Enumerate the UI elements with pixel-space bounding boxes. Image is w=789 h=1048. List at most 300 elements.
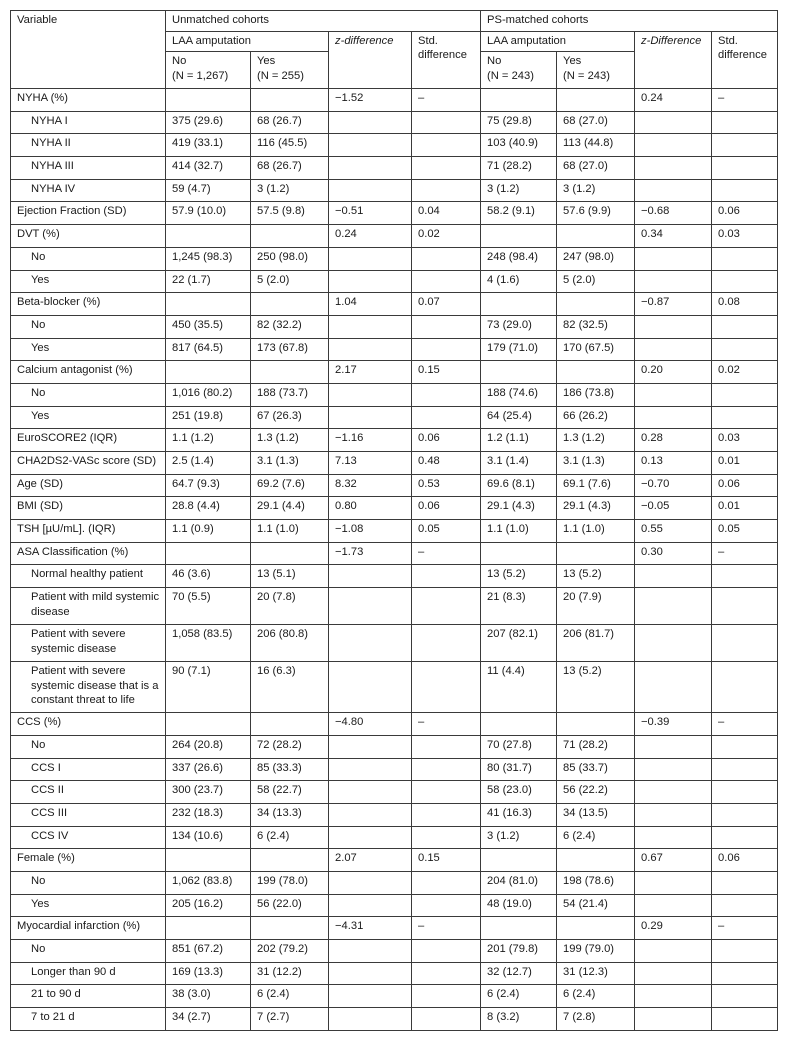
cell-z-difference-unmatched: 0.80: [329, 497, 412, 520]
cell-yes-matched: [557, 225, 635, 248]
row-label: No: [11, 871, 166, 894]
cell-std-difference-matched: [712, 962, 778, 985]
cell-no-unmatched: 1,058 (83.5): [166, 625, 251, 662]
cell-z-difference-unmatched: [329, 315, 412, 338]
cell-no-matched: 3 (1.2): [481, 826, 557, 849]
header-laa-amputation-unmatched: LAA amputation: [166, 31, 329, 52]
cell-z-difference-matched: [635, 871, 712, 894]
cell-z-difference-unmatched: [329, 565, 412, 588]
cell-yes-unmatched: [251, 849, 329, 872]
table-header: [11, 11, 778, 89]
cell-std-difference-matched: [712, 803, 778, 826]
cell-yes-matched: 6 (2.4): [557, 985, 635, 1008]
cell-no-matched: [481, 225, 557, 248]
table-row: [11, 383, 778, 406]
cell-z-difference-unmatched: [329, 588, 412, 625]
cell-z-difference-matched: [635, 383, 712, 406]
cell-no-unmatched: [166, 89, 251, 112]
cell-no-unmatched: [166, 542, 251, 565]
cell-std-difference-matched: 0.03: [712, 225, 778, 248]
cell-z-difference-unmatched: [329, 735, 412, 758]
row-label: CCS (%): [11, 713, 166, 736]
cell-no-matched: 103 (40.9): [481, 134, 557, 157]
header-yes-matched: Yes (N = 243): [557, 52, 635, 89]
cell-no-matched: [481, 917, 557, 940]
cell-yes-unmatched: 13 (5.1): [251, 565, 329, 588]
cell-z-difference-unmatched: −1.52: [329, 89, 412, 112]
cell-no-unmatched: 414 (32.7): [166, 157, 251, 180]
cell-z-difference-unmatched: [329, 247, 412, 270]
cell-z-difference-matched: [635, 406, 712, 429]
cell-no-matched: [481, 713, 557, 736]
cell-yes-matched: 54 (21.4): [557, 894, 635, 917]
cell-no-matched: 80 (31.7): [481, 758, 557, 781]
cell-no-unmatched: [166, 917, 251, 940]
cell-no-unmatched: 57.9 (10.0): [166, 202, 251, 225]
cell-yes-unmatched: [251, 293, 329, 316]
cell-yes-unmatched: 68 (26.7): [251, 157, 329, 180]
cell-yes-unmatched: 29.1 (4.4): [251, 497, 329, 520]
cell-yes-unmatched: 202 (79.2): [251, 940, 329, 963]
row-label: NYHA (%): [11, 89, 166, 112]
table-row: [11, 735, 778, 758]
row-label: No: [11, 383, 166, 406]
cell-no-unmatched: [166, 849, 251, 872]
table-row: [11, 361, 778, 384]
cell-no-matched: 64 (25.4): [481, 406, 557, 429]
cell-std-difference-unmatched: [412, 871, 481, 894]
cell-z-difference-unmatched: [329, 894, 412, 917]
cell-std-difference-unmatched: [412, 270, 481, 293]
table-row: [11, 588, 778, 625]
cell-std-difference-unmatched: –: [412, 917, 481, 940]
cell-z-difference-unmatched: [329, 270, 412, 293]
cell-std-difference-unmatched: [412, 625, 481, 662]
cell-yes-matched: 1.3 (1.2): [557, 429, 635, 452]
cell-z-difference-matched: [635, 338, 712, 361]
cell-std-difference-unmatched: [412, 662, 481, 713]
cell-z-difference-unmatched: [329, 962, 412, 985]
cell-std-difference-matched: 0.06: [712, 202, 778, 225]
cell-no-matched: 201 (79.8): [481, 940, 557, 963]
table-row: [11, 985, 778, 1008]
table-row: [11, 111, 778, 134]
cell-no-unmatched: [166, 225, 251, 248]
cell-no-matched: 207 (82.1): [481, 625, 557, 662]
cell-yes-matched: 247 (98.0): [557, 247, 635, 270]
cell-z-difference-matched: [635, 940, 712, 963]
cell-z-difference-unmatched: −4.31: [329, 917, 412, 940]
cell-yes-matched: 34 (13.5): [557, 803, 635, 826]
cell-no-unmatched: 70 (5.5): [166, 588, 251, 625]
cell-std-difference-matched: –: [712, 542, 778, 565]
header-z-difference-matched: z-Difference: [635, 31, 712, 89]
cell-z-difference-unmatched: [329, 940, 412, 963]
cell-yes-matched: 31 (12.3): [557, 962, 635, 985]
cell-no-unmatched: 1.1 (0.9): [166, 520, 251, 543]
row-label: Beta-blocker (%): [11, 293, 166, 316]
row-label: Patient with severe systemic disease: [11, 625, 166, 662]
table-body: [11, 89, 778, 1031]
cell-no-unmatched: [166, 713, 251, 736]
cell-std-difference-matched: [712, 565, 778, 588]
cell-no-unmatched: 851 (67.2): [166, 940, 251, 963]
cell-no-matched: 73 (29.0): [481, 315, 557, 338]
cell-z-difference-unmatched: −0.51: [329, 202, 412, 225]
table-row: [11, 202, 778, 225]
cell-std-difference-unmatched: [412, 894, 481, 917]
row-label: NYHA IV: [11, 179, 166, 202]
cell-std-difference-unmatched: [412, 803, 481, 826]
cell-z-difference-matched: −0.39: [635, 713, 712, 736]
table-row: [11, 565, 778, 588]
cell-yes-matched: 3 (1.2): [557, 179, 635, 202]
cell-std-difference-matched: [712, 894, 778, 917]
table-row: [11, 625, 778, 662]
header-z-difference-unmatched: z-difference: [329, 31, 412, 89]
row-label: Ejection Fraction (SD): [11, 202, 166, 225]
table-row: [11, 940, 778, 963]
cell-no-unmatched: 1,062 (83.8): [166, 871, 251, 894]
cell-std-difference-unmatched: [412, 134, 481, 157]
cell-z-difference-unmatched: 1.04: [329, 293, 412, 316]
cell-std-difference-matched: 0.06: [712, 474, 778, 497]
row-label: CCS III: [11, 803, 166, 826]
cell-z-difference-matched: [635, 270, 712, 293]
cell-z-difference-matched: [635, 625, 712, 662]
cell-no-unmatched: [166, 293, 251, 316]
cell-yes-matched: 6 (2.4): [557, 826, 635, 849]
cell-z-difference-matched: 0.20: [635, 361, 712, 384]
row-label: Longer than 90 d: [11, 962, 166, 985]
cell-yes-unmatched: 206 (80.8): [251, 625, 329, 662]
table-row: [11, 406, 778, 429]
cell-std-difference-matched: [712, 781, 778, 804]
cell-std-difference-unmatched: [412, 179, 481, 202]
cell-yes-matched: 57.6 (9.9): [557, 202, 635, 225]
cell-std-difference-matched: 0.06: [712, 849, 778, 872]
cell-std-difference-unmatched: [412, 758, 481, 781]
cell-z-difference-unmatched: −1.73: [329, 542, 412, 565]
cell-z-difference-unmatched: [329, 985, 412, 1008]
cell-no-matched: 6 (2.4): [481, 985, 557, 1008]
cell-no-unmatched: 1,245 (98.3): [166, 247, 251, 270]
row-label: No: [11, 315, 166, 338]
cell-yes-matched: 206 (81.7): [557, 625, 635, 662]
cell-no-matched: 3.1 (1.4): [481, 452, 557, 475]
cell-z-difference-unmatched: [329, 134, 412, 157]
cell-no-unmatched: 64.7 (9.3): [166, 474, 251, 497]
cell-no-unmatched: 2.5 (1.4): [166, 452, 251, 475]
cell-yes-unmatched: [251, 917, 329, 940]
cell-z-difference-matched: [635, 179, 712, 202]
cell-std-difference-unmatched: [412, 565, 481, 588]
cell-no-unmatched: 232 (18.3): [166, 803, 251, 826]
cell-no-matched: [481, 293, 557, 316]
cell-std-difference-matched: [712, 625, 778, 662]
cell-no-unmatched: 169 (13.3): [166, 962, 251, 985]
cell-no-unmatched: 337 (26.6): [166, 758, 251, 781]
cell-yes-matched: 66 (26.2): [557, 406, 635, 429]
table-row: [11, 270, 778, 293]
cell-no-matched: 3 (1.2): [481, 179, 557, 202]
cell-std-difference-matched: [712, 826, 778, 849]
cell-std-difference-unmatched: 0.06: [412, 429, 481, 452]
cell-yes-unmatched: 6 (2.4): [251, 985, 329, 1008]
cell-yes-matched: [557, 361, 635, 384]
table-row: [11, 871, 778, 894]
cell-no-matched: 48 (19.0): [481, 894, 557, 917]
table-row: [11, 662, 778, 713]
cell-no-unmatched: 38 (3.0): [166, 985, 251, 1008]
cell-no-matched: 69.6 (8.1): [481, 474, 557, 497]
cell-std-difference-matched: [712, 338, 778, 361]
cell-std-difference-unmatched: 0.02: [412, 225, 481, 248]
row-label: Female (%): [11, 849, 166, 872]
cell-no-matched: [481, 361, 557, 384]
cell-z-difference-matched: −0.05: [635, 497, 712, 520]
cell-no-matched: 71 (28.2): [481, 157, 557, 180]
cell-yes-matched: 20 (7.9): [557, 588, 635, 625]
cell-std-difference-unmatched: [412, 157, 481, 180]
row-label: 7 to 21 d: [11, 1008, 166, 1031]
cell-yes-unmatched: [251, 225, 329, 248]
cell-yes-matched: 68 (27.0): [557, 157, 635, 180]
cell-z-difference-unmatched: [329, 781, 412, 804]
cell-std-difference-unmatched: 0.06: [412, 497, 481, 520]
table-row: [11, 429, 778, 452]
cell-z-difference-unmatched: −1.08: [329, 520, 412, 543]
cell-yes-matched: 186 (73.8): [557, 383, 635, 406]
header-no-unmatched: No (N = 1,267): [166, 52, 251, 89]
cell-z-difference-matched: 0.34: [635, 225, 712, 248]
table-row: [11, 962, 778, 985]
cell-z-difference-matched: 0.13: [635, 452, 712, 475]
cell-no-matched: 248 (98.4): [481, 247, 557, 270]
cell-yes-unmatched: 5 (2.0): [251, 270, 329, 293]
cell-yes-matched: [557, 542, 635, 565]
cell-z-difference-matched: [635, 894, 712, 917]
cell-yes-unmatched: 3 (1.2): [251, 179, 329, 202]
cell-std-difference-matched: –: [712, 89, 778, 112]
cell-z-difference-matched: [635, 758, 712, 781]
cell-std-difference-unmatched: –: [412, 542, 481, 565]
cell-yes-matched: 71 (28.2): [557, 735, 635, 758]
table-row: [11, 179, 778, 202]
cell-std-difference-unmatched: 0.04: [412, 202, 481, 225]
table-row: [11, 849, 778, 872]
cell-std-difference-matched: [712, 111, 778, 134]
cell-std-difference-matched: [712, 179, 778, 202]
cell-yes-unmatched: 16 (6.3): [251, 662, 329, 713]
cell-no-matched: 58 (23.0): [481, 781, 557, 804]
cell-z-difference-unmatched: [329, 625, 412, 662]
cell-yes-unmatched: 34 (13.3): [251, 803, 329, 826]
cell-yes-matched: 69.1 (7.6): [557, 474, 635, 497]
cell-z-difference-matched: 0.24: [635, 89, 712, 112]
cell-std-difference-unmatched: [412, 406, 481, 429]
cell-std-difference-matched: 0.08: [712, 293, 778, 316]
cell-std-difference-matched: [712, 662, 778, 713]
table-row: [11, 89, 778, 112]
cell-yes-unmatched: 85 (33.3): [251, 758, 329, 781]
cell-std-difference-matched: [712, 270, 778, 293]
cell-no-matched: 1.2 (1.1): [481, 429, 557, 452]
cell-no-matched: 4 (1.6): [481, 270, 557, 293]
cell-no-unmatched: 375 (29.6): [166, 111, 251, 134]
cell-no-unmatched: 300 (23.7): [166, 781, 251, 804]
cell-z-difference-matched: [635, 588, 712, 625]
cell-yes-matched: [557, 713, 635, 736]
cell-yes-unmatched: 116 (45.5): [251, 134, 329, 157]
cell-z-difference-unmatched: 2.07: [329, 849, 412, 872]
row-label: Yes: [11, 406, 166, 429]
cell-yes-unmatched: 56 (22.0): [251, 894, 329, 917]
cell-z-difference-matched: −0.70: [635, 474, 712, 497]
cell-z-difference-unmatched: 0.24: [329, 225, 412, 248]
cell-std-difference-matched: [712, 940, 778, 963]
cell-z-difference-unmatched: [329, 179, 412, 202]
cell-yes-matched: 3.1 (1.3): [557, 452, 635, 475]
cell-yes-unmatched: 188 (73.7): [251, 383, 329, 406]
cell-no-matched: 75 (29.8): [481, 111, 557, 134]
table-row: [11, 542, 778, 565]
cell-z-difference-unmatched: [329, 1008, 412, 1031]
cell-z-difference-matched: 0.29: [635, 917, 712, 940]
cell-std-difference-unmatched: [412, 315, 481, 338]
cell-yes-unmatched: [251, 89, 329, 112]
table-row: [11, 293, 778, 316]
cell-std-difference-matched: [712, 1008, 778, 1031]
cell-std-difference-unmatched: 0.05: [412, 520, 481, 543]
cell-std-difference-matched: 0.02: [712, 361, 778, 384]
cell-yes-matched: 7 (2.8): [557, 1008, 635, 1031]
table-row: [11, 826, 778, 849]
cell-no-unmatched: 1,016 (80.2): [166, 383, 251, 406]
table-row: [11, 315, 778, 338]
cell-z-difference-unmatched: −1.16: [329, 429, 412, 452]
cell-no-matched: 8 (3.2): [481, 1008, 557, 1031]
cell-z-difference-matched: 0.67: [635, 849, 712, 872]
cell-std-difference-unmatched: [412, 940, 481, 963]
cell-std-difference-matched: [712, 315, 778, 338]
cell-std-difference-unmatched: –: [412, 89, 481, 112]
cohort-comparison-table: [10, 10, 778, 1031]
cell-std-difference-matched: [712, 588, 778, 625]
header-unmatched-cohorts: Unmatched cohorts: [166, 11, 481, 32]
table-row: [11, 225, 778, 248]
cell-std-difference-unmatched: [412, 985, 481, 1008]
cell-yes-matched: 29.1 (4.3): [557, 497, 635, 520]
cell-no-unmatched: 90 (7.1): [166, 662, 251, 713]
header-std-difference-matched: Std. difference: [712, 31, 778, 89]
cell-z-difference-matched: 0.28: [635, 429, 712, 452]
table-row: [11, 758, 778, 781]
cell-yes-unmatched: [251, 713, 329, 736]
cell-yes-unmatched: 1.3 (1.2): [251, 429, 329, 452]
cell-std-difference-unmatched: [412, 781, 481, 804]
table-row: [11, 497, 778, 520]
cell-std-difference-matched: [712, 383, 778, 406]
cell-z-difference-matched: [635, 134, 712, 157]
cell-no-matched: 11 (4.4): [481, 662, 557, 713]
cell-z-difference-unmatched: [329, 338, 412, 361]
row-label: No: [11, 735, 166, 758]
cell-z-difference-matched: [635, 111, 712, 134]
table-row: [11, 520, 778, 543]
cell-yes-matched: [557, 917, 635, 940]
cell-no-matched: 179 (71.0): [481, 338, 557, 361]
cell-yes-matched: 85 (33.7): [557, 758, 635, 781]
cell-yes-matched: 68 (27.0): [557, 111, 635, 134]
cell-yes-matched: 5 (2.0): [557, 270, 635, 293]
cell-no-matched: 29.1 (4.3): [481, 497, 557, 520]
cell-z-difference-unmatched: 7.13: [329, 452, 412, 475]
cell-z-difference-matched: [635, 247, 712, 270]
row-label: BMI (SD): [11, 497, 166, 520]
cell-yes-matched: [557, 849, 635, 872]
table-row: [11, 917, 778, 940]
row-label: No: [11, 940, 166, 963]
table-row: [11, 781, 778, 804]
cell-z-difference-unmatched: [329, 871, 412, 894]
cell-yes-unmatched: 68 (26.7): [251, 111, 329, 134]
cell-std-difference-unmatched: [412, 111, 481, 134]
cell-yes-unmatched: 31 (12.2): [251, 962, 329, 985]
row-label: NYHA I: [11, 111, 166, 134]
cell-yes-matched: [557, 293, 635, 316]
cell-no-unmatched: 1.1 (1.2): [166, 429, 251, 452]
cell-yes-unmatched: 20 (7.8): [251, 588, 329, 625]
cell-z-difference-unmatched: [329, 383, 412, 406]
cell-no-unmatched: 34 (2.7): [166, 1008, 251, 1031]
row-label: NYHA II: [11, 134, 166, 157]
row-label: EuroSCORE2 (IQR): [11, 429, 166, 452]
cell-no-matched: 13 (5.2): [481, 565, 557, 588]
row-label: ASA Classification (%): [11, 542, 166, 565]
cell-no-unmatched: 28.8 (4.4): [166, 497, 251, 520]
cell-std-difference-unmatched: [412, 962, 481, 985]
cell-yes-matched: 13 (5.2): [557, 565, 635, 588]
cell-std-difference-matched: [712, 134, 778, 157]
cell-std-difference-matched: –: [712, 713, 778, 736]
cell-std-difference-matched: 0.03: [712, 429, 778, 452]
table-row: [11, 1008, 778, 1031]
row-label: Yes: [11, 338, 166, 361]
cell-no-unmatched: 450 (35.5): [166, 315, 251, 338]
cell-no-matched: 70 (27.8): [481, 735, 557, 758]
table-row: [11, 894, 778, 917]
cell-std-difference-unmatched: 0.53: [412, 474, 481, 497]
cell-std-difference-unmatched: [412, 247, 481, 270]
cell-z-difference-unmatched: [329, 157, 412, 180]
cell-std-difference-matched: [712, 406, 778, 429]
cell-std-difference-unmatched: [412, 588, 481, 625]
row-label: CCS IV: [11, 826, 166, 849]
cell-z-difference-unmatched: [329, 662, 412, 713]
table-wrapper: [10, 10, 778, 1031]
cell-yes-matched: 170 (67.5): [557, 338, 635, 361]
cell-no-unmatched: 251 (19.8): [166, 406, 251, 429]
header-variable: Variable: [11, 11, 166, 89]
cell-yes-unmatched: 67 (26.3): [251, 406, 329, 429]
cell-std-difference-unmatched: 0.15: [412, 361, 481, 384]
row-label: Patient with severe systemic disease that is a constant threat to life: [11, 662, 166, 713]
cell-std-difference-matched: [712, 871, 778, 894]
cell-yes-unmatched: 173 (67.8): [251, 338, 329, 361]
cell-std-difference-matched: [712, 758, 778, 781]
cell-z-difference-matched: −0.68: [635, 202, 712, 225]
